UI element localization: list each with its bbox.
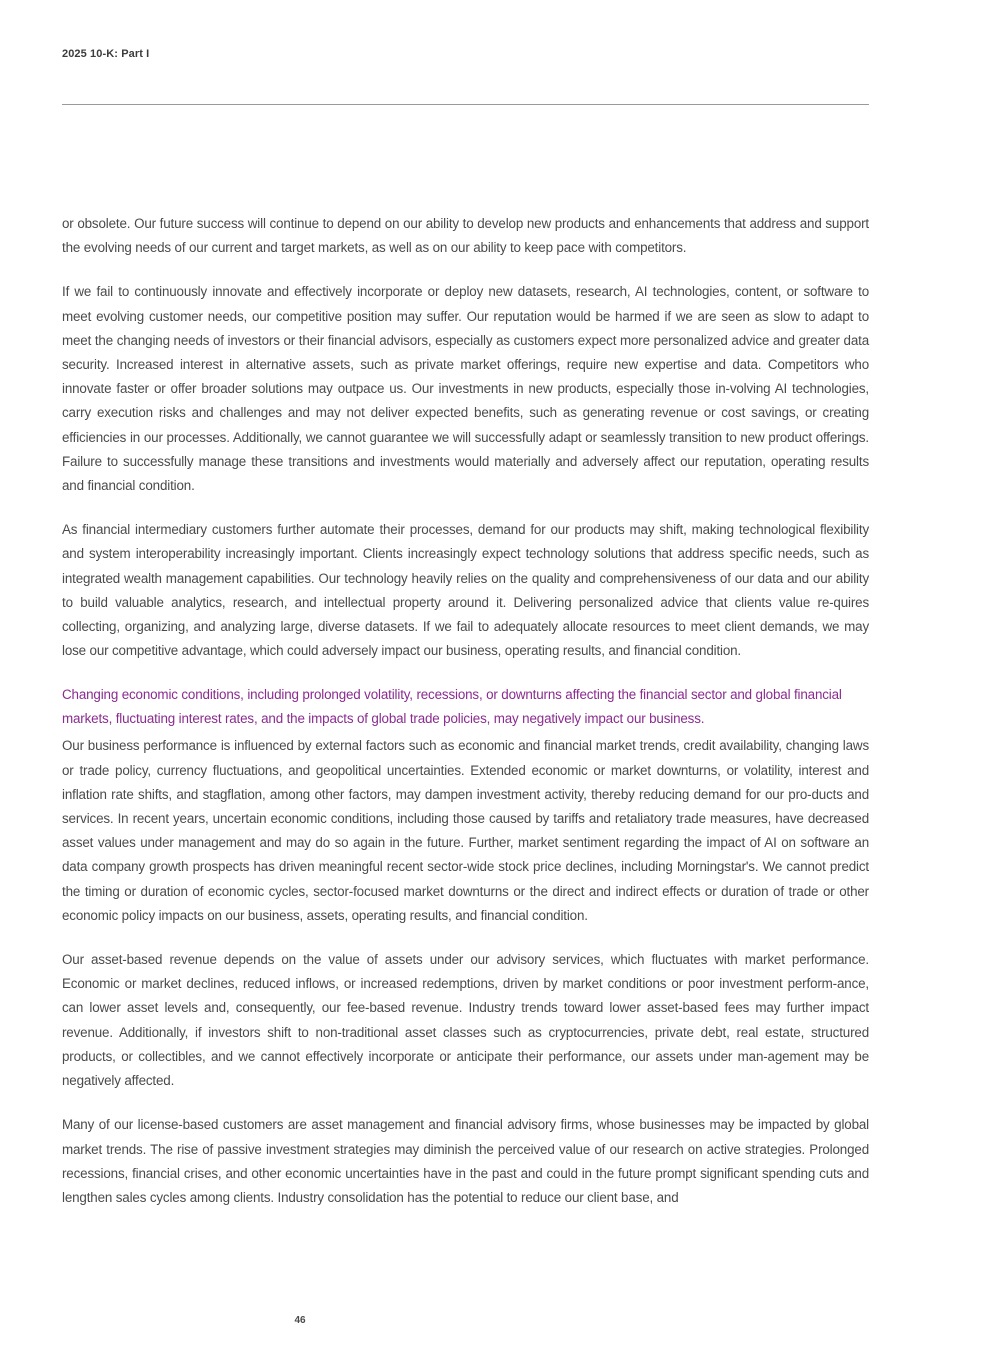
header-divider <box>62 104 869 105</box>
paragraph-4: Our business performance is influenced by external factors such as economic and financial market trends, credit availability, changing laws or trade policy, currency fluctuations, and geopolitical uncertainties. Extended economic or market downturns, or volatility, interest and inflation rate shifts, and stagflation, among other factors, may dampen investment activity, thereby reducing demand for our pro-ducts and services. In recent years, uncertain economic conditions, including those caused by tariffs and retaliatory trade measures, have decreased asset values under management and may do so again in the future. Further, market sentiment regarding the impact of AI on software an data company growth prospects has driven meaningful recent sector-wide stock price declines, including Morningstar's. We cannot predict the timing or duration of economic cycles, sector-focused market downturns or the direct and indirect effects or duration of trade or other economic policy impacts on our business, assets, operating results, and financial condition. <box>62 738 869 923</box>
paragraph-2: If we fail to continuously innovate and effectively incorporate or deploy new datasets, research, AI technologies, content, or software to meet evolving customer needs, our competitive position may suffer. Our reputation would be harmed if we are seen as slow to adapt to meet the changing needs of investors or their financial advisors, especially as customers expect more personalized advice and greater data security. Increased interest in alternative assets, such as private market offerings, require new expertise and data. Competitors who innovate faster or offer broader solutions may outpace us. Our investments in new products, especially those in-volving AI technologies, carry execution risks and challenges and may not deliver expected benefits, such as generating revenue or cost savings, or creating efficiencies in our processes. Additionally, we cannot guarantee we will successfully adapt or seamlessly transition to new product offerings. Failure to successfully manage these transitions and investments would materially and adversely affect our reputation, operating results and financial condition. <box>62 284 869 494</box>
running-header: 2025 10-K: Part I <box>62 48 150 60</box>
paragraph-5: Our asset-based revenue depends on the value of assets under our advisory services, which fluctuates with market performance. Economic or market declines, reduced inflows, or increased redemptions, driven by market conditions or poor investment perform-ance, can lower asset levels and, consequently, our fee-based revenue. Industry trends toward lower asset-based fees may further impact revenue. Additionally, if investors shift to non-traditional asset classes such as cryptocurrencies, private debt, real estate, structured products, or collectibles, and we cannot effectively incorporate or anticipate their performance, our assets under man-agement may be negatively affected. <box>62 952 869 1089</box>
paragraph-3: As financial intermediary customers further automate their processes, demand for our products may shift, making technological flexibility and system interoperability increasingly important. Clients increasingly expect technology solutions that address specific needs, such as integrated wealth management capabilities. Our technology heavily relies on the quality and comprehensiveness of our data and our ability to build valuable analytics, research, and intellectual property around it. Delivering personalized advice that clients value re-quires collecting, organizing, and analyzing large, diverse datasets. If we fail to adequately allocate resources to meet client demands, we may lose our competitive advantage, which could adversely impact our business, operating results, and financial condition. <box>62 522 869 659</box>
paragraph-1: or obsolete. Our future success will continue to depend on our ability to develop new products and enhancements that address and support the evolving needs of our current and target markets, as well as on our ability to keep pace with competitors. <box>62 216 869 256</box>
paragraph-6: Many of our license-based customers are asset management and financial advisory firms, whose businesses may be impacted by global market trends. The rise of passive investment strategies may diminish the perceived value of our research on active strategies. Prolonged recessions, financial crises, and other economic uncertainties have in the past and could in the future prompt significant spending cuts and lengthen sales cycles among clients. Industry consolidation has the potential to reduce our client base, and <box>62 1117 869 1205</box>
page-body <box>62 212 869 1210</box>
page-number: 46 <box>294 1315 306 1326</box>
section-heading: Changing economic conditions, including prolonged volatility, recessions, or downturns affecting the financial sector and global financial markets, fluctuating interest rates, and the impacts of global trade policies, may negatively impact our business. <box>62 687 842 726</box>
